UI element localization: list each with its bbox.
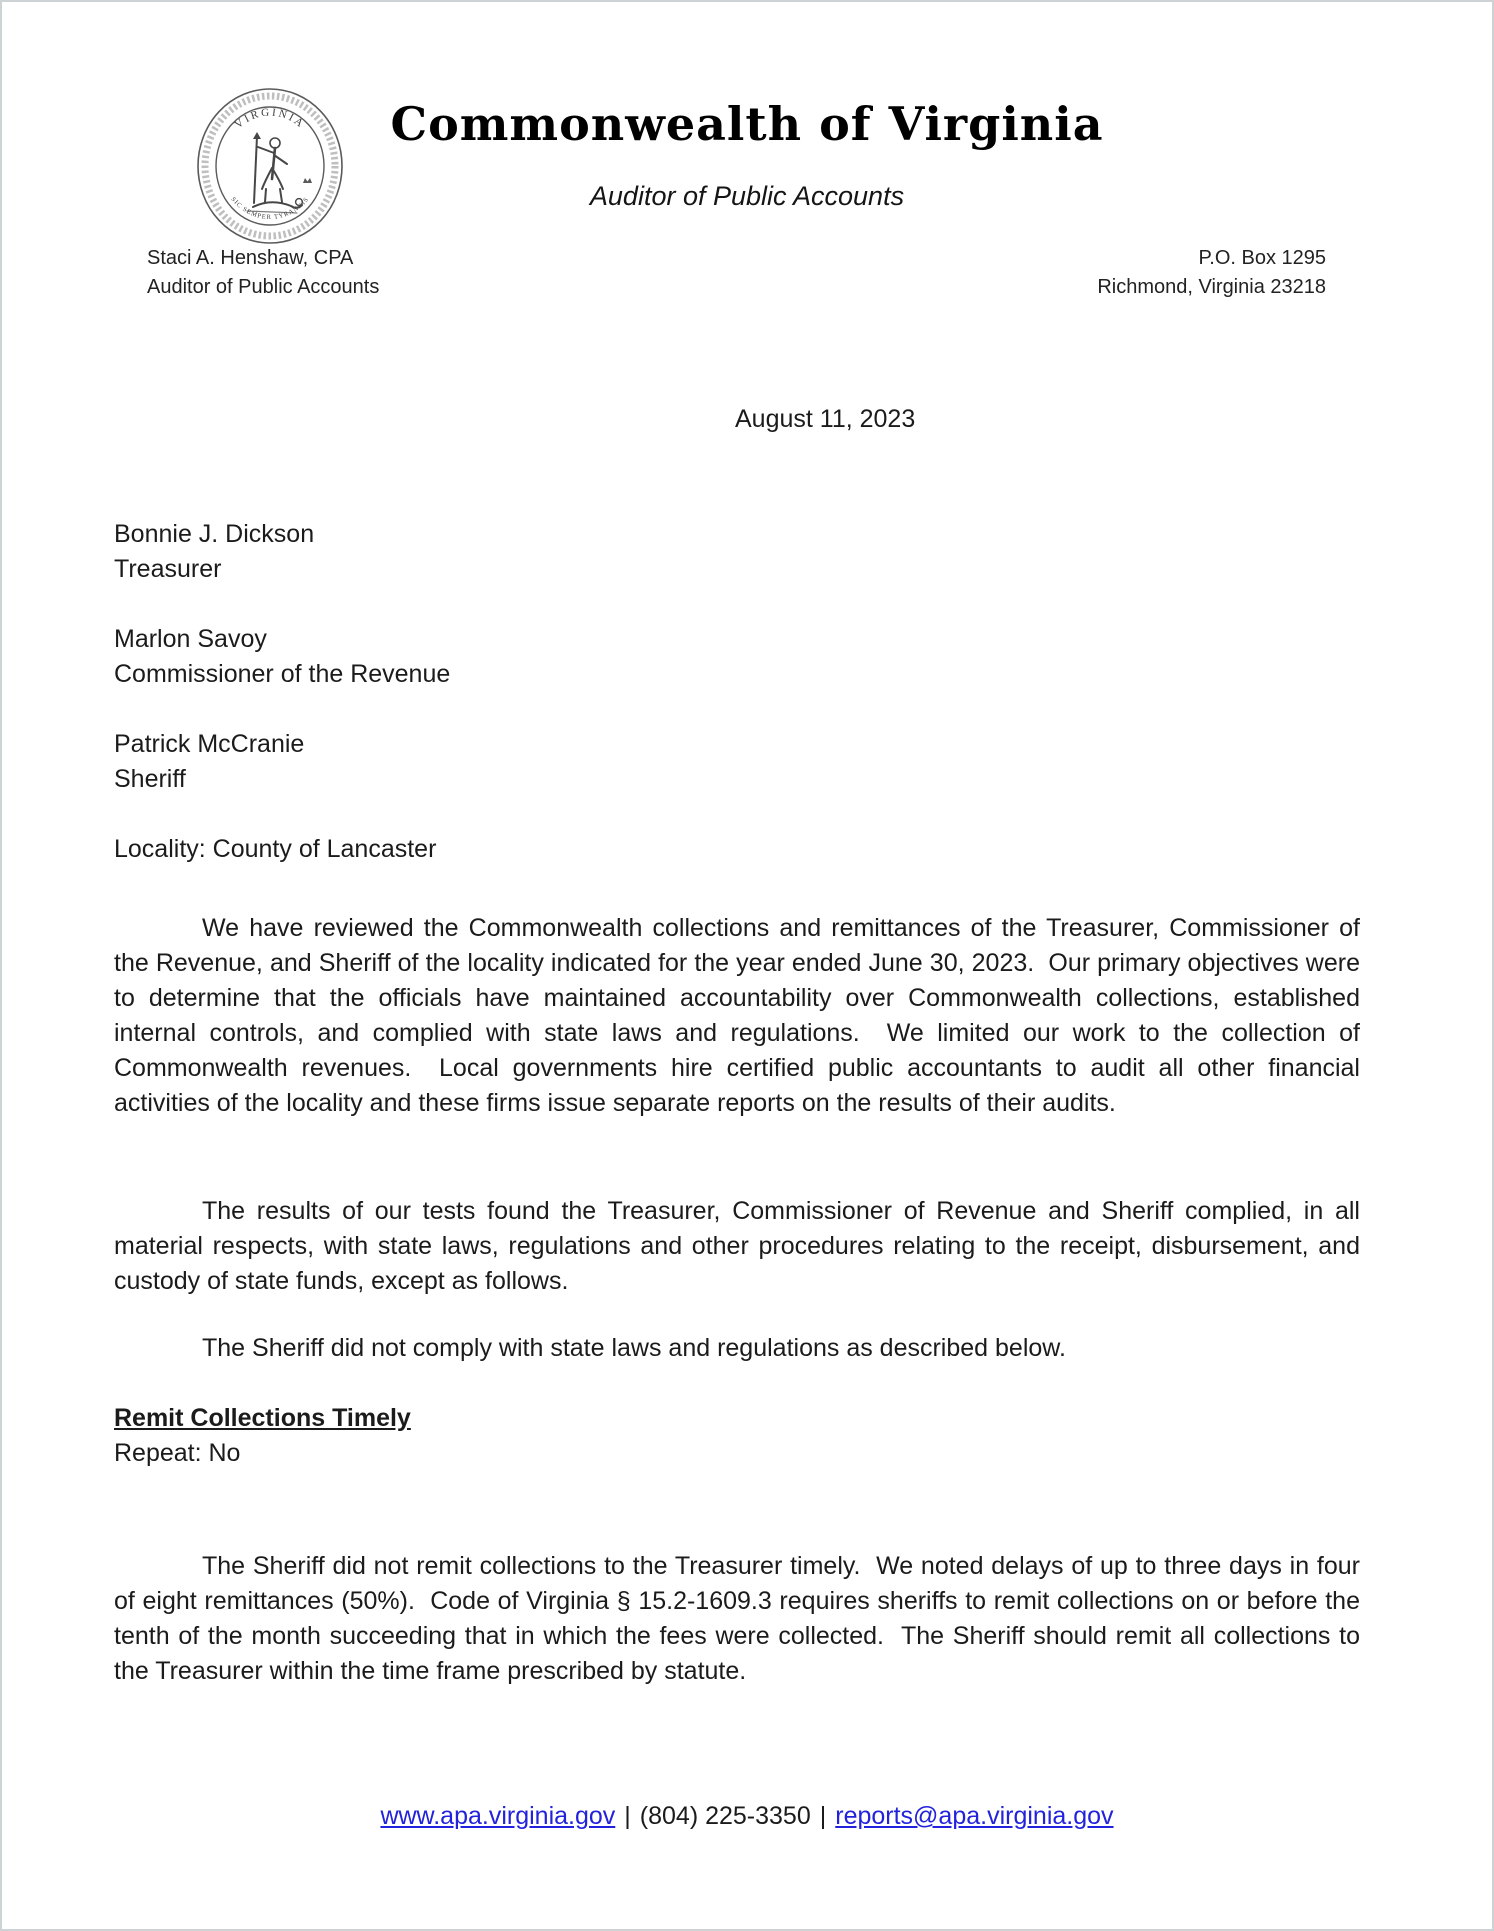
official-block <box>147 244 379 302</box>
page-footer <box>2 1799 1492 1834</box>
letter-body <box>2 911 1492 1689</box>
paragraph: The results of our tests found the Treasurer, Commissioner of Revenue and Sheriff complied, in all material respects, with state laws, regulations and other procedures relating to the receipt, disbursement, and custody of state funds, except as follows. <box>114 1197 1367 1295</box>
org-subtitle: Auditor of Public Accounts <box>589 181 905 211</box>
recipient <box>114 727 1492 797</box>
footer-website-link[interactable]: www.apa.virginia.gov <box>380 1802 616 1830</box>
paragraph: The Sheriff did not remit collections to the Treasurer timely. We noted delays of up to three days in four of eight remittances (50%). Code of Virginia § 15.2-1609.3 requires sheriffs to remit collections on or before the tenth of the month succeeding that in which the fees were collected. The Sheriff should remit all collections to the Treasurer within the time frame prescribed by statute. <box>114 1552 1367 1685</box>
official-title: Auditor of Public Accounts <box>147 276 380 298</box>
official-name: Staci A. Henshaw, CPA <box>147 247 354 269</box>
repeat-status: Repeat: No <box>114 1439 241 1467</box>
recipient-name: Marlon Savoy <box>114 625 267 653</box>
paragraph: The Sheriff did not comply with state laws and regulations as described below. <box>202 1334 1066 1362</box>
recipient <box>114 622 1492 692</box>
virginia-seal-emblem <box>195 86 345 246</box>
recipient <box>114 517 1492 587</box>
seal-top-text: VIRGINIA <box>232 106 308 132</box>
address-block <box>1097 244 1326 302</box>
letter-date: August 11, 2023 <box>735 405 916 433</box>
footer-email-link[interactable]: reports@apa.virginia.gov <box>835 1802 1114 1830</box>
seal-bottom-text: SIC SEMPER TYRANNIS <box>229 195 311 222</box>
address-line1: P.O. Box 1295 <box>1198 247 1326 269</box>
address-line2: Richmond, Virginia 23218 <box>1097 276 1326 298</box>
locality-line: Locality: County of Lancaster <box>114 835 437 863</box>
recipients-block <box>2 517 1492 867</box>
recipient-name: Bonnie J. Dickson <box>114 520 315 548</box>
footer-phone: (804) 225-3350 <box>639 1802 811 1830</box>
paragraph: We have reviewed the Commonwealth collections and remittances of the Treasurer, Commissioner of the Revenue, and Sheriff of the locality indicated for the year ended June 30, 2023. Our primary objectives were to determine that the officials have maintained accountability over Commonwealth collections, established internal controls, and complied with state laws and regulations. We limited our work to the collection of Commonwealth revenues. Local governments hire certified public accountants to audit all other financial activities of the locality and these firms issue separate reports on the results of their audits. <box>114 914 1367 1117</box>
finding-heading: Remit Collections Timely <box>114 1404 411 1432</box>
virginia-seal-icon <box>195 86 345 246</box>
footer-separator: | <box>819 1802 827 1830</box>
page-title: Commonwealth of Virginia <box>390 97 1104 151</box>
recipient-title: Treasurer <box>114 555 222 583</box>
recipient-title: Sheriff <box>114 765 186 793</box>
contact-row <box>2 244 1492 302</box>
recipient-name: Patrick McCranie <box>114 730 305 758</box>
recipient-title: Commissioner of the Revenue <box>114 660 451 688</box>
footer-separator: | <box>624 1802 631 1830</box>
